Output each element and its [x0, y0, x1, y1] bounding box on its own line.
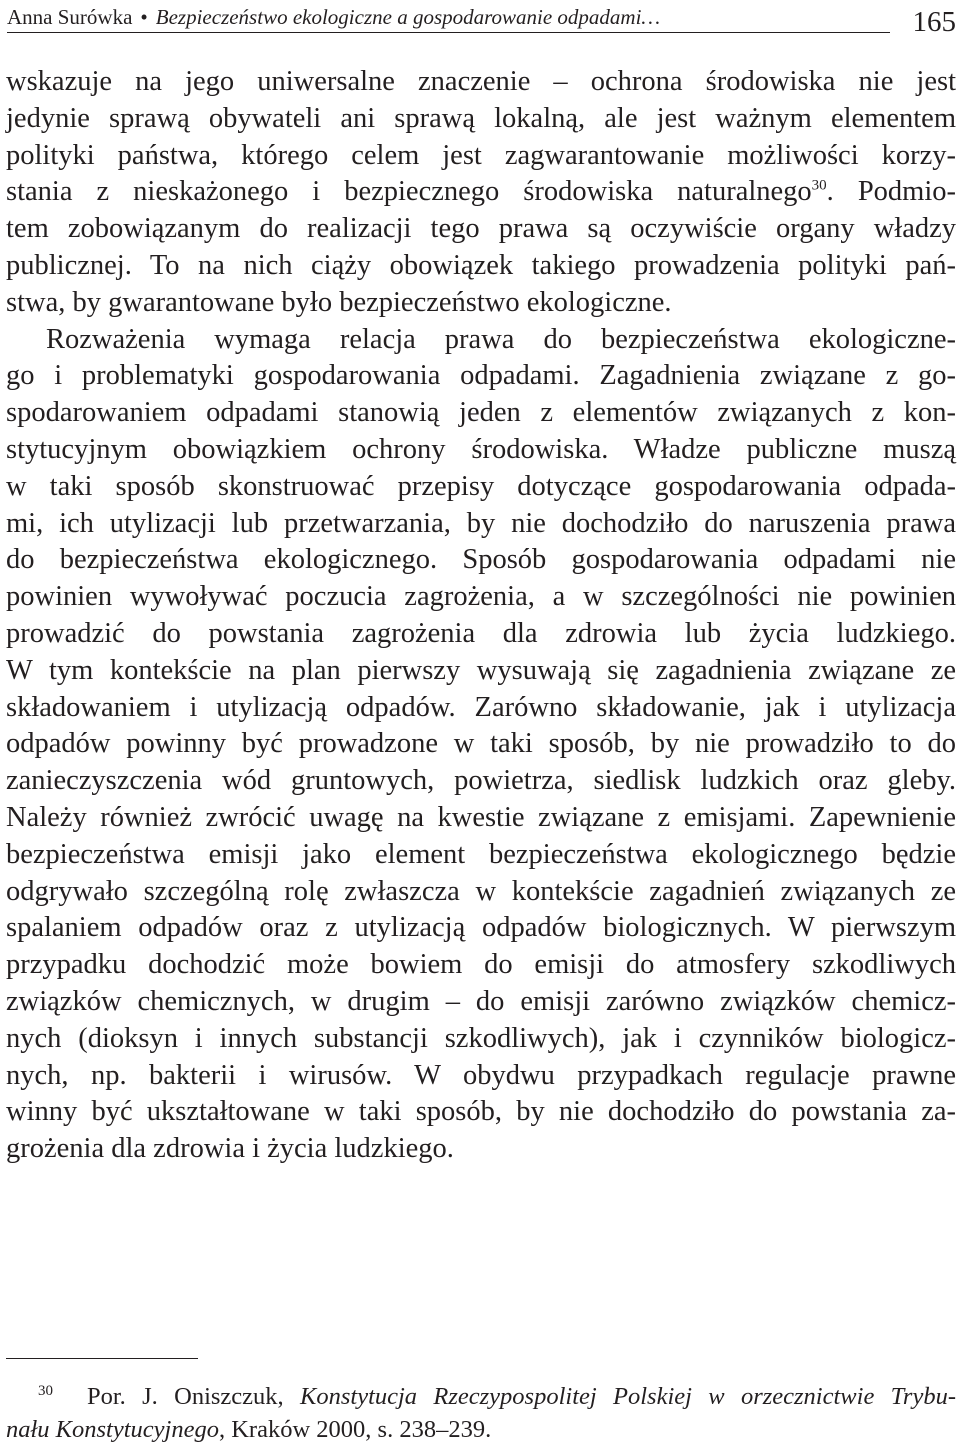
footnote-line: 30 Por. J. Oniszczuk, Konstytucja Rzeczypospolitej Polskiej w orzecznictwie Trybu- — [38, 1382, 956, 1410]
page-number: 165 — [912, 6, 956, 38]
header-author: Anna Surówka — [7, 5, 133, 29]
text-line: bezpieczeństwa emisji jako element bezpieczeństwa ekologicznego będzie — [6, 838, 956, 870]
text-line: wskazuje na jego uniwersalne znaczenie – ochrona środowiska nie jest — [6, 66, 956, 97]
text-line: Rozważenia wymaga relacja prawa do bezpieczeństwa ekologiczne- — [46, 323, 956, 355]
text-line: go i problematyki gospodarowania odpadami. Zagadnienia związane z go- — [6, 360, 956, 392]
bullet-separator-icon: • — [140, 5, 148, 29]
text-line: odgrywało szczególną rolę zwłaszcza w kontekście zagadnień związanych ze — [6, 875, 956, 907]
text-segment: stania z nieskażonego i bezpiecznego środowiska naturalnego — [6, 176, 812, 208]
text-line: mi, ich utylizacji lub przetwarzania, by nie dochodziło do naruszenia prawa — [6, 507, 956, 539]
text-line: zanieczyszczenia wód gruntowych, powietrza, siedlisk ludzkich oraz gleby. — [6, 765, 956, 797]
footnote — [6, 1380, 956, 1446]
footnote-reference[interactable]: 30 — [811, 177, 827, 194]
footnote-text: Por. J. Oniszczuk, — [87, 1383, 301, 1410]
footnote-cited-title: nału Konstytucyjnego — [6, 1416, 219, 1443]
text-line: spalaniem odpadów oraz z utylizacją odpadów biologicznych. W pierwszym — [6, 912, 956, 944]
text-line: przypadku dochodzić może bowiem do emisji do atmosfery szkodliwych — [6, 949, 956, 981]
text-line: składowaniem i utylizacją odpadów. Zarówno składowanie, jak i utylizacja — [6, 691, 956, 723]
text-line: nych (dioksyn i innych substancji szkodliwych), jak i czynników biologicz- — [6, 1022, 956, 1054]
running-head — [7, 6, 890, 33]
text-segment: . Podmio- — [826, 176, 956, 208]
text-line: związków chemicznych, w drugim – do emisji zarówno związków chemicz- — [6, 985, 956, 1017]
text-line: nych, np. bakterii i wirusów. W obydwu przypadkach regulacje prawne — [6, 1059, 956, 1091]
text-line: tem zobowiązanym do realizacji tego prawa są oczywiście organy władzy — [6, 213, 956, 245]
text-line: jedynie sprawą obywateli ani sprawą lokalną, ale jest ważnym elementem — [6, 102, 956, 134]
footnote-line — [6, 1413, 956, 1446]
text-line: powinien wywoływać poczucia zagrożenia, a w szczególności nie powinien — [6, 581, 956, 613]
text-line: stytucyjnym obowiązkiem ochrony środowiska. Władze publiczne muszą — [6, 433, 956, 465]
text-line: Należy również zwrócić uwagę na kwestie związane z emisjami. Zapewnienie — [6, 801, 956, 833]
footnote-text: , Kraków 2000, s. 238–239. — [218, 1416, 492, 1443]
text-line: prowadzić do powstania zagrożenia dla zdrowia lub życia ludzkiego. — [6, 617, 956, 649]
body-text — [6, 64, 956, 1168]
text-line: grożenia dla zdrowia i życia ludzkiego. — [6, 1133, 454, 1165]
text-line: publicznej. To na nich ciąży obowiązek takiego prowadzenia polityki pań- — [6, 249, 956, 281]
text-line: W tym kontekście na plan pierwszy wysuwają się zagadnienia związane ze — [6, 654, 956, 686]
text-line-with-footnote — [6, 174, 956, 211]
text-line: w taki sposób skonstruować przepisy dotyczące gospodarowania odpada- — [6, 470, 956, 502]
footnote-cited-title: Konstytucja Rzeczypospolitej Polskiej w orzecznictwie Trybu- — [300, 1383, 956, 1410]
text-line: winny być ukształtowane w taki sposób, by nie dochodziło do powstania za- — [6, 1096, 956, 1128]
text-line: stwa, by gwarantowane było bezpieczeństwo ekologiczne. — [6, 286, 672, 318]
text-line: do bezpieczeństwa ekologicznego. Sposób gospodarowania odpadami nie — [6, 544, 956, 576]
header-title: Bezpieczeństwo ekologiczne a gospodarowanie odpadami… — [155, 5, 661, 29]
text-line: polityki państwa, którego celem jest zagwarantowanie możliwości korzy- — [6, 139, 956, 171]
footnote-divider — [6, 1358, 198, 1359]
text-line: spodarowaniem odpadami stanowią jeden z elementów związanych z kon- — [6, 397, 956, 429]
text-line: odpadów powinny być prowadzone w taki sposób, by nie prowadziło to do — [6, 728, 956, 760]
